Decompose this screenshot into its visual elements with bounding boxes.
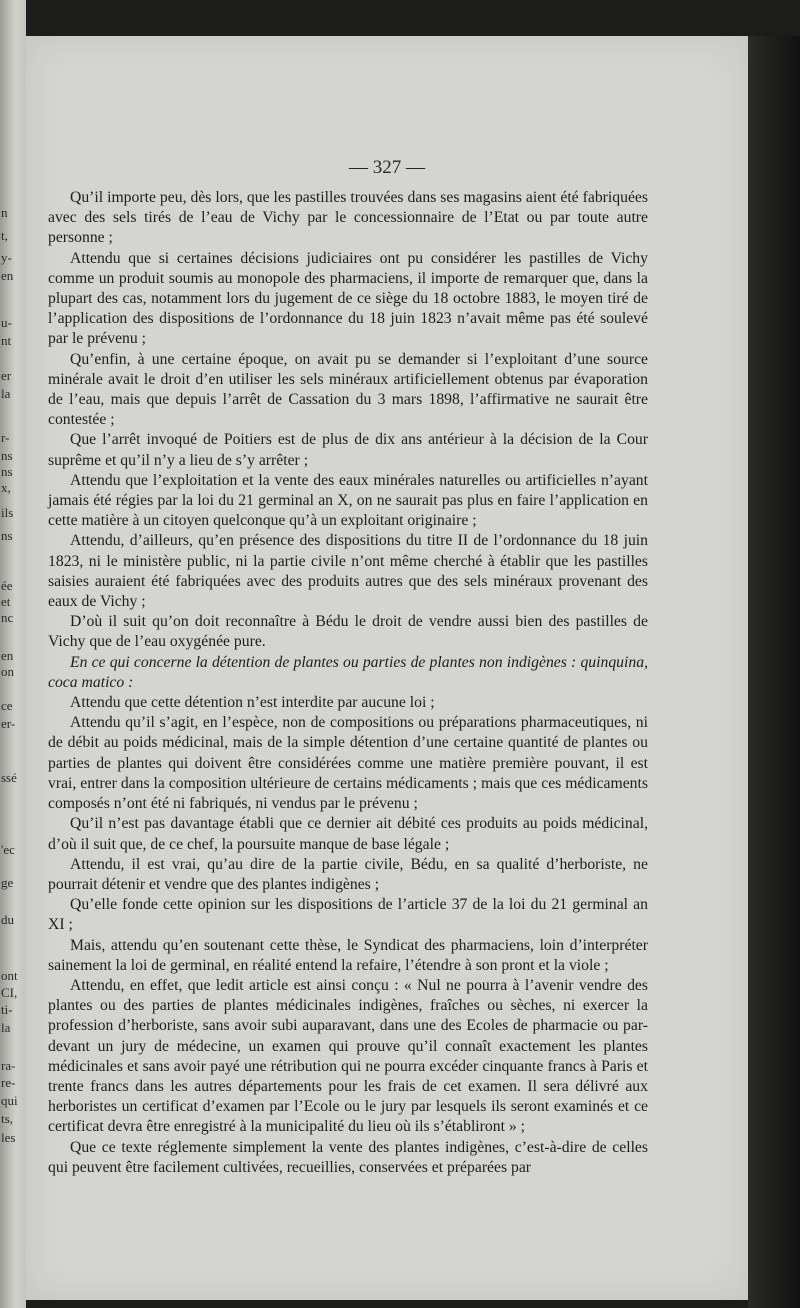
facing-page-fragment: er-: [1, 716, 16, 731]
facing-page-fragment: qui: [1, 1093, 18, 1108]
paragraph: Qu’il importe peu, dès lors, que les pastilles trouvées dans ses magasins aient été fabriquées avec des sels tirés de l’eau de Vichy par le concessionnaire de l’Etat ou par toute autre personne ;: [48, 189, 648, 247]
facing-page-fragment: nc: [1, 610, 14, 625]
facing-page-fragment: t,: [1, 228, 8, 243]
facing-page-edge: [0, 0, 26, 1308]
paragraph: D’où il suit qu’on doit reconnaître à Bédu le droit de vendre aussi bien des pastilles de Vichy que de l’eau oxygénée pure.: [48, 613, 648, 651]
paragraph: Attendu qu’il s’agit, en l’espèce, non de compositions ou préparations pharmaceutiques, ni de débit au poids médicinal, mais de la simple détention d’une certaine quantité de plantes ou parties de plantes qui doivent être considérées comme une matière première pouvant, il est vrai, entrer dans la composition ultérieure de certains médicaments ; mais que ces médicaments composés n’ont été ni fabriqués, ni vendus par le prévenu ;: [48, 714, 648, 813]
facing-page-fragment: ge: [1, 875, 14, 890]
facing-page-fragment: ns: [1, 448, 13, 463]
facing-page-fragment: en: [1, 268, 14, 283]
facing-page-fragment: ce: [1, 698, 13, 713]
paragraph: Que ce texte réglemente simplement la vente des plantes indigènes, c’est-à-dire de celles qui peuvent être facilement cultivées, recueillies, conservées et préparées par: [48, 1138, 648, 1176]
paragraph: Qu’enfin, à une certaine époque, on avait pu se demander si l’exploitant d’une source minérale avait le droit d’en utiliser les sels minéraux artificiellement obtenus par évaporation de l’eau, mais que depuis l’arrêt de Cassation du 3 mars 1898, l’affirmative ne saurait être contestée ;: [48, 350, 648, 429]
facing-page-fragment: re-: [1, 1075, 16, 1090]
facing-page-fragment: ils: [1, 505, 14, 520]
paragraph: Que l’arrêt invoqué de Poitiers est de plus de dix ans antérieur à la décision de la Cour suprême et qu’il n’y a lieu de s’y arrêter ;: [48, 431, 648, 469]
section-heading: En ce qui concerne la détention de plantes ou parties de plantes non indigènes : quinquina, coca matico :: [48, 653, 648, 691]
page-number: — 327 —: [349, 157, 425, 178]
paragraph: Attendu, d’ailleurs, qu’en présence des dispositions du titre II de l’ordonnance du 18 juin 1823, ni le ministère public, ni la partie civile n’ont même cherché à établir que les pastilles saisies auraient été fabriquées avec des produits autres que des sels minéraux provenant des eaux de Vichy ;: [48, 532, 648, 611]
facing-page-fragment: ssé: [1, 770, 17, 785]
body-text: [48, 188, 648, 1178]
paragraph: Mais, attendu qu’en soutenant cette thèse, le Syndicat des pharmaciens, loin d’interpréter sainement la loi de germinal, en réalité entend la refaire, l’étendre à son pront et la viole ;: [48, 936, 648, 974]
facing-page-fragment: la: [1, 1020, 11, 1035]
facing-page-fragment: ns: [1, 464, 13, 479]
facing-page-fragment: CI,: [1, 985, 18, 1000]
book-page: [26, 36, 748, 1300]
facing-page-fragment: ont: [1, 968, 18, 983]
facing-page-fragment: en: [1, 648, 14, 663]
facing-page-fragment: la: [1, 386, 11, 401]
facing-page-fragment: 'ec: [1, 842, 15, 857]
facing-page-fragment: on: [1, 664, 14, 679]
facing-page-fragment: x,: [1, 480, 11, 495]
facing-page-fragment: er: [1, 368, 12, 383]
facing-page-fragment: ti-: [1, 1002, 13, 1017]
facing-page-fragment: les: [1, 1130, 16, 1145]
facing-page-fragment: r-: [1, 430, 10, 445]
facing-page-fragment: u-: [1, 315, 12, 330]
facing-page-fragment: et: [1, 594, 11, 609]
scan-background: [748, 36, 800, 1308]
facing-page-fragment: ée: [1, 578, 13, 593]
facing-page-fragment: ts,: [1, 1111, 13, 1126]
facing-page-fragment: ra-: [1, 1058, 16, 1073]
paragraph: Attendu que cette détention n’est interdite par aucune loi ;: [70, 694, 435, 712]
paragraph: Attendu, en effet, que ledit article est ainsi conçu : « Nul ne pourra à l’avenir vendre des plantes ou des parties de plantes médicinales indigènes, fraîches ou sèches, ni exercer la profession d’herboriste, sans avoir subi auparavant, dans une des Ecoles de pharmacie ou par-devant un jury de médecine, un examen qui prouve qu’il connaît exactement les plantes médicinales et sans avoir payé une rétribution qui ne pourra excéder cinquante francs à Paris et trente francs dans les autres départements pour les frais de cet examen. Il sera délivré aux herboristes un certificat d’examen par l’Ecole ou le jury par lesquels ils seront examinés et ce certificat devra être enregistré à la municipalité du lieu où ils s’établiront » ;: [48, 976, 648, 1136]
facing-page-fragment: nt: [1, 333, 12, 348]
paragraph: Qu’elle fonde cette opinion sur les dispositions de l’article 37 de la loi du 21 germinal an XI ;: [48, 896, 648, 934]
facing-page-fragment: y-: [1, 250, 12, 265]
facing-page-fragment: n: [1, 205, 8, 220]
paragraph: Qu’il n’est pas davantage établi que ce dernier ait débité ces produits au poids médicinal, d’où il suit que, de ce chef, la poursuite manque de base légale ;: [48, 815, 648, 853]
paragraph: Attendu, il est vrai, qu’au dire de la partie civile, Bédu, en sa qualité d’herboriste, ne pourrait détenir et vendre que des plantes indigènes ;: [48, 855, 648, 893]
paragraph: Attendu que si certaines décisions judiciaires ont pu considérer les pastilles de Vichy comme un produit soumis au monopole des pharmaciens, il importe de remarquer que, dans la plupart des cas, notamment lors du jugement de ce siège du 18 octobre 1883, le moyen tiré de l’application des dispositions de l’ordonnance du 18 juin 1823 n’avait même pas été soulevé par le prévenu ;: [48, 249, 648, 348]
facing-page-fragment: du: [1, 912, 14, 927]
paragraph: Attendu que l’exploitation et la vente des eaux minérales naturelles ou artificielles n’ayant jamais été régies par la loi du 21 germinal an X, on ne saurait pas plus en faire l’application en cette matière à un citoyen quelconque qu’à un exploitant originaire ;: [48, 471, 648, 530]
facing-page-fragment: ns: [1, 528, 13, 543]
